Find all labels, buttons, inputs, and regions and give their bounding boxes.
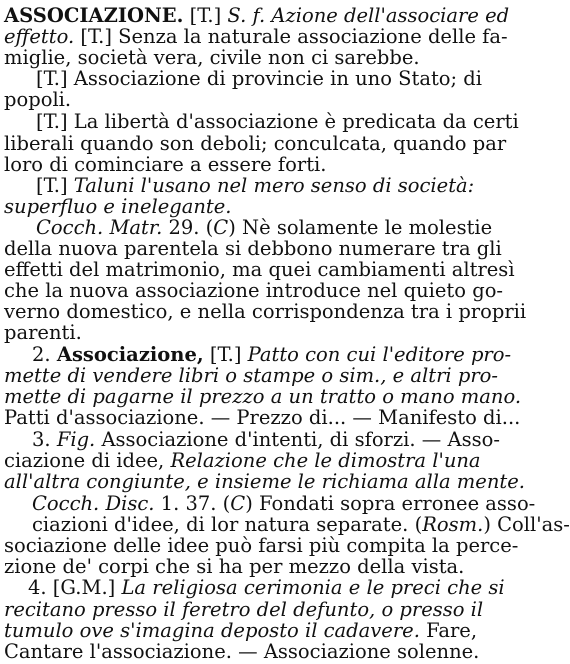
body-text: Associazione d'intenti, di sforzi. — Asso- — [95, 428, 500, 451]
body-text: Patti d'associazione. — Prezzo di... — Manifesto di... — [4, 406, 521, 429]
body-text: Fare, — [419, 619, 478, 642]
body-text: effetti del matrimonio, ma quei cambiamenti altresì — [4, 258, 515, 281]
italic-text: effetto. — [4, 25, 75, 48]
text-line — [4, 88, 465, 112]
text-line — [4, 470, 525, 494]
body-text: che la nuova associazione introduce nel quieto go- — [4, 279, 504, 302]
text-line — [4, 321, 465, 345]
body-text: zione de' corpi che si ha per mezzo della vista. — [4, 555, 465, 578]
body-text: sociazione delle idee può farsi più compita la perce- — [4, 534, 519, 557]
italic-text: Taluni l'usano nel mero senso di società: — [73, 174, 475, 197]
italic-text: Cocch. Disc. — [32, 492, 155, 515]
text-line — [36, 110, 519, 134]
headword: Associazione, — [56, 343, 204, 366]
body-text: 4. [G.M.] — [28, 576, 122, 599]
italic-text: superfluo e inelegante. — [4, 195, 232, 218]
italic-text: Rosm. — [422, 513, 484, 536]
body-text: ) Coll'as- — [483, 513, 570, 536]
body-text: [T.] — [183, 4, 228, 27]
italic-text: mette di pagarne il prezzo a un tratto o mano mano. — [4, 385, 522, 408]
body-text: miglie, società vera, civile non ci sarebbe. — [4, 46, 420, 69]
italic-text: Cocch. Matr. — [36, 216, 163, 239]
body-text: 1. 37. ( — [154, 492, 231, 515]
body-text: ciazione di idee, — [4, 449, 171, 472]
body-text: ciazioni d'idee, di lor natura separate. ( — [32, 513, 423, 536]
body-text: verno domestico, e nella corrispondenza tra i proprii — [4, 300, 527, 323]
text-line — [4, 640, 480, 664]
text-line — [4, 406, 521, 430]
italic-text: recitano presso il feretro del defunto, o presso il — [4, 598, 484, 621]
body-text: parenti. — [4, 321, 82, 344]
text-line — [28, 576, 505, 600]
italic-text: S. f. Azione dell'associare ed — [227, 4, 510, 27]
italic-text: tumulo ove s'imagina deposto il cadavere. — [4, 619, 420, 642]
body-text: [T.] La libertà d'associazione è predicata da certi — [36, 110, 519, 133]
body-text: ) Nè solamente le molestie — [228, 216, 493, 239]
body-text: [T.] Senza la naturale associazione delle fa- — [74, 25, 508, 48]
body-text: 29. ( — [162, 216, 214, 239]
body-text: [T.] — [203, 343, 248, 366]
italic-text: Relazione che le dimostra l'una — [170, 449, 481, 472]
body-text: popoli. — [4, 88, 72, 111]
body-text: 2. — [32, 343, 57, 366]
italic-text: mette di vendere libri o stampe o sim., e altri pro- — [4, 364, 498, 387]
body-text: loro di cominciare a essere forti. — [4, 153, 327, 176]
italic-text: C — [213, 216, 229, 239]
headword: ASSOCIAZIONE. — [4, 4, 184, 27]
italic-text: Fig. — [56, 428, 96, 451]
body-text: 3. — [32, 428, 57, 451]
body-text: Cantare l'associazione. — Associazione solenne. — [4, 640, 480, 663]
body-text: [T.] — [36, 174, 74, 197]
italic-text: C — [230, 492, 246, 515]
italic-text: all'altra congiunte, e insieme le richiama alla mente. — [4, 470, 525, 493]
body-text: della nuova parentela si debbono numerare tra gli — [4, 237, 502, 260]
italic-text: Patto con cui l'editore pro- — [247, 343, 512, 366]
body-text: [T.] Associazione di provincie in uno Stato; di — [36, 67, 483, 90]
body-text: ) Fondati sopra erronee asso- — [245, 492, 536, 515]
body-text: liberali quando son deboli; conculcata, quando par — [4, 132, 507, 155]
italic-text: La religiosa cerimonia e le preci che si — [121, 576, 505, 599]
